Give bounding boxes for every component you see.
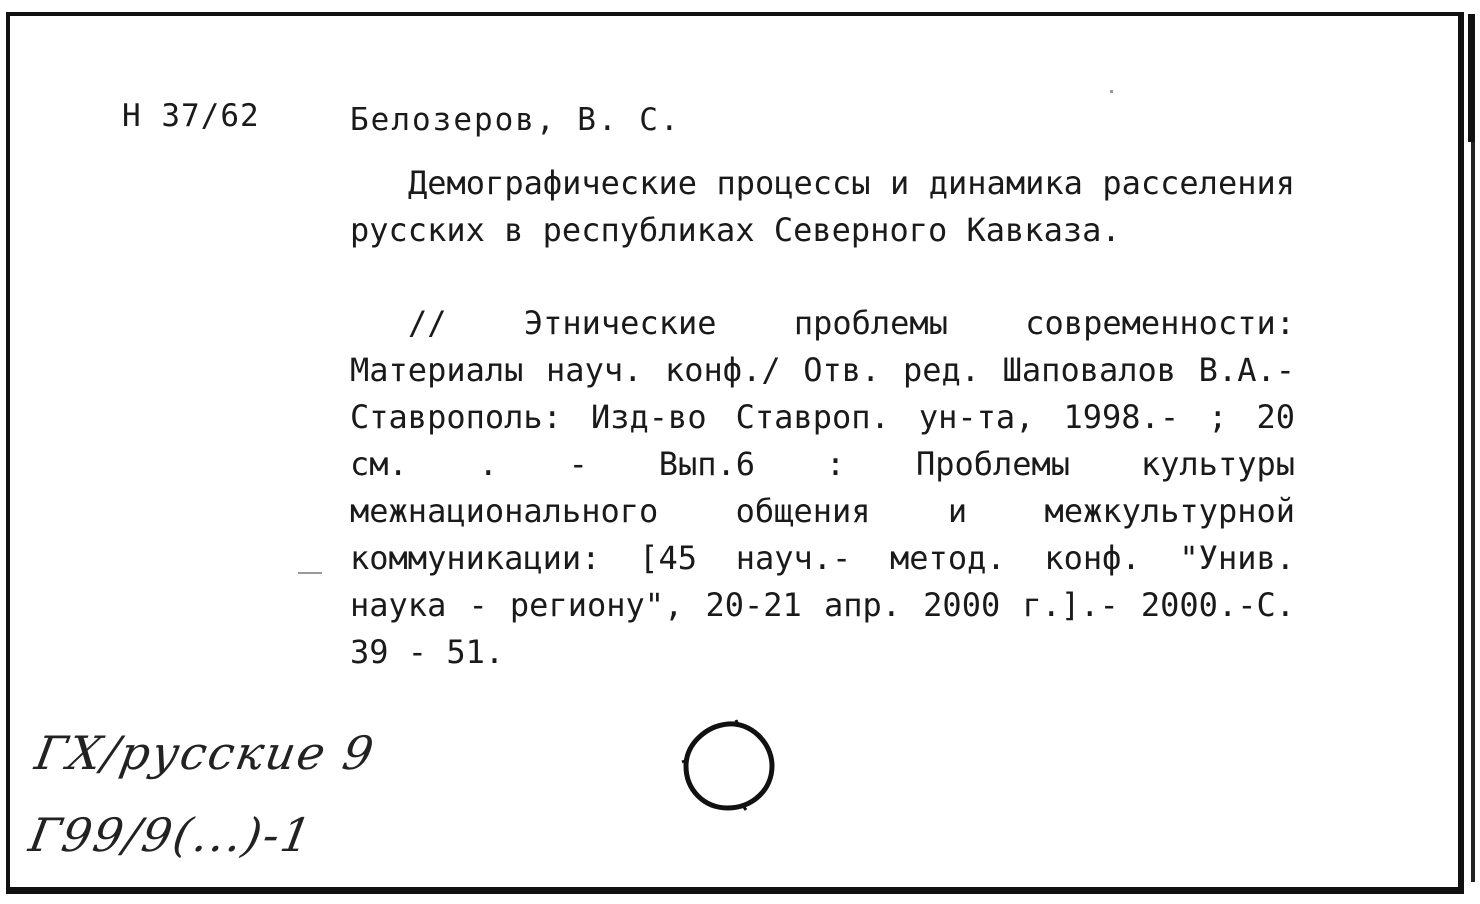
scan-speck: [298, 572, 322, 574]
source-description: // Этнические проблемы современности: Материалы науч. конф./ Отв. ред. Шаповалов В.А.- Ставрополь: Изд-во Ставроп. ун-та, 1998.- ; 20 см. . - Вып.6 : Проблемы культуры межнационального общения и межкультурной коммуникации: [45 науч.- метод. конф. "Унив. наука - региону", 20-21 апр. 2000 г.].- 2000.-С. 39 - 51.: [350, 304, 1295, 671]
scan-speck: [1110, 90, 1113, 93]
handwritten-call-number: Г99/9(...)-1: [25, 808, 318, 862]
author-heading: Белозеров, В. С.: [350, 102, 681, 138]
card-edge-shadow-lower: [1471, 142, 1475, 882]
shelfmark: Н 37/62: [122, 98, 260, 134]
punch-hole-icon: [676, 716, 780, 816]
work-title: Демографические процессы и динамика расселения русских в республиках Северного Кавказа.: [350, 164, 1295, 249]
card-edge-shadow: [1468, 14, 1475, 142]
handwritten-classification: ГХ/русские 9: [31, 726, 380, 780]
